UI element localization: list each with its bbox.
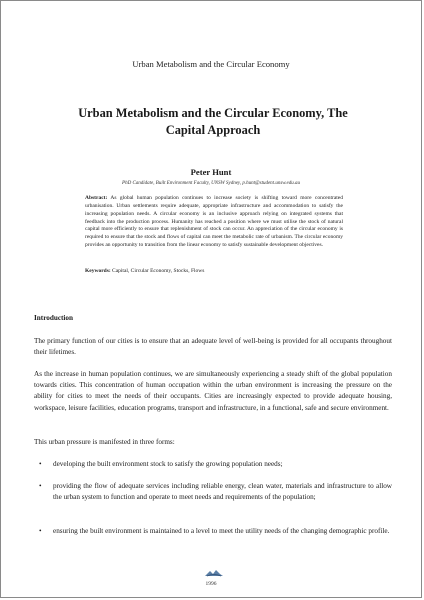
bullet-text: developing the built environment stock to satisfy the growing population needs; bbox=[53, 460, 283, 468]
keywords-text: Capital, Circular Economy, Stocks, Flows bbox=[112, 268, 205, 274]
list-item bbox=[39, 526, 392, 537]
author-affiliation: PhD Candidate, Built Environment Faculty, UNSW Sydney, p.hunt@student.unsw.edu.au bbox=[122, 181, 300, 186]
intro-paragraph-2: As the increase in human population continues, we are simultaneously experiencing a steady shift of the global population towards cities. This concentration of human occupation within the urban environment is increasing the pressure on the ability for cities to meet the needs of their occupants. Cities are increasingly expected to provide adequate housing, workspace, leisure facilities, education programs, transport and infrastructure, in a functional, safe and secure environment. bbox=[34, 370, 392, 412]
conference-logo-icon bbox=[204, 569, 224, 577]
bullet-icon: • bbox=[39, 527, 42, 535]
intro-paragraph-3: This urban pressure is manifested in three forms: bbox=[34, 438, 175, 446]
paper-title: Urban Metabolism and the Circular Economy, The Capital Approach bbox=[78, 106, 348, 137]
page-number: 1996 bbox=[205, 581, 217, 587]
bullet-text: providing the flow of adequate services including reliable energy, clean water, materials and infrastructure to allow the urban system to function and operate to meet needs and requirements of the population; bbox=[53, 482, 392, 502]
bullet-text: ensuring the built environment is maintained to a level to meet the utility needs of the changing demographic profile. bbox=[53, 527, 390, 535]
author-name: Peter Hunt bbox=[190, 167, 232, 177]
abstract-label: Abstract: bbox=[85, 195, 108, 201]
bullet-icon: • bbox=[39, 460, 42, 468]
keywords bbox=[85, 268, 343, 274]
intro-paragraph-1: The primary function of our cities is to ensure that an adequate level of well-being is provided for all occupants throughout their lifetimes. bbox=[34, 337, 392, 357]
running-header: Urban Metabolism and the Circular Economy bbox=[132, 59, 290, 69]
list-item bbox=[39, 481, 392, 503]
bullet-icon: • bbox=[39, 482, 42, 490]
list-item bbox=[39, 459, 392, 470]
abstract-text: As global human population continues to increase society is shifting toward more concentrated urbanisation. Urban settlements require adequate, appropriate infrastructure and accommodation to satisfy the increasing population needs. A circular economy is an inclusive approach relying on integrated systems that feedback into the production process. Humanity has reached a position where we must utilise the stock of natural capital more efficiently to ensure that replenishment of stock can occur. An appreciation of the circular economy is required to ensure that the stock and flows of capital can meet the metabolic rate of urbanism. The circular economy provides an opportunity to transition from the linear economy to satisfy sustainable development objectives. bbox=[85, 195, 343, 249]
section-heading-introduction: Introduction bbox=[34, 314, 74, 322]
abstract bbox=[85, 195, 343, 250]
keywords-label: Keywords: bbox=[85, 268, 111, 274]
